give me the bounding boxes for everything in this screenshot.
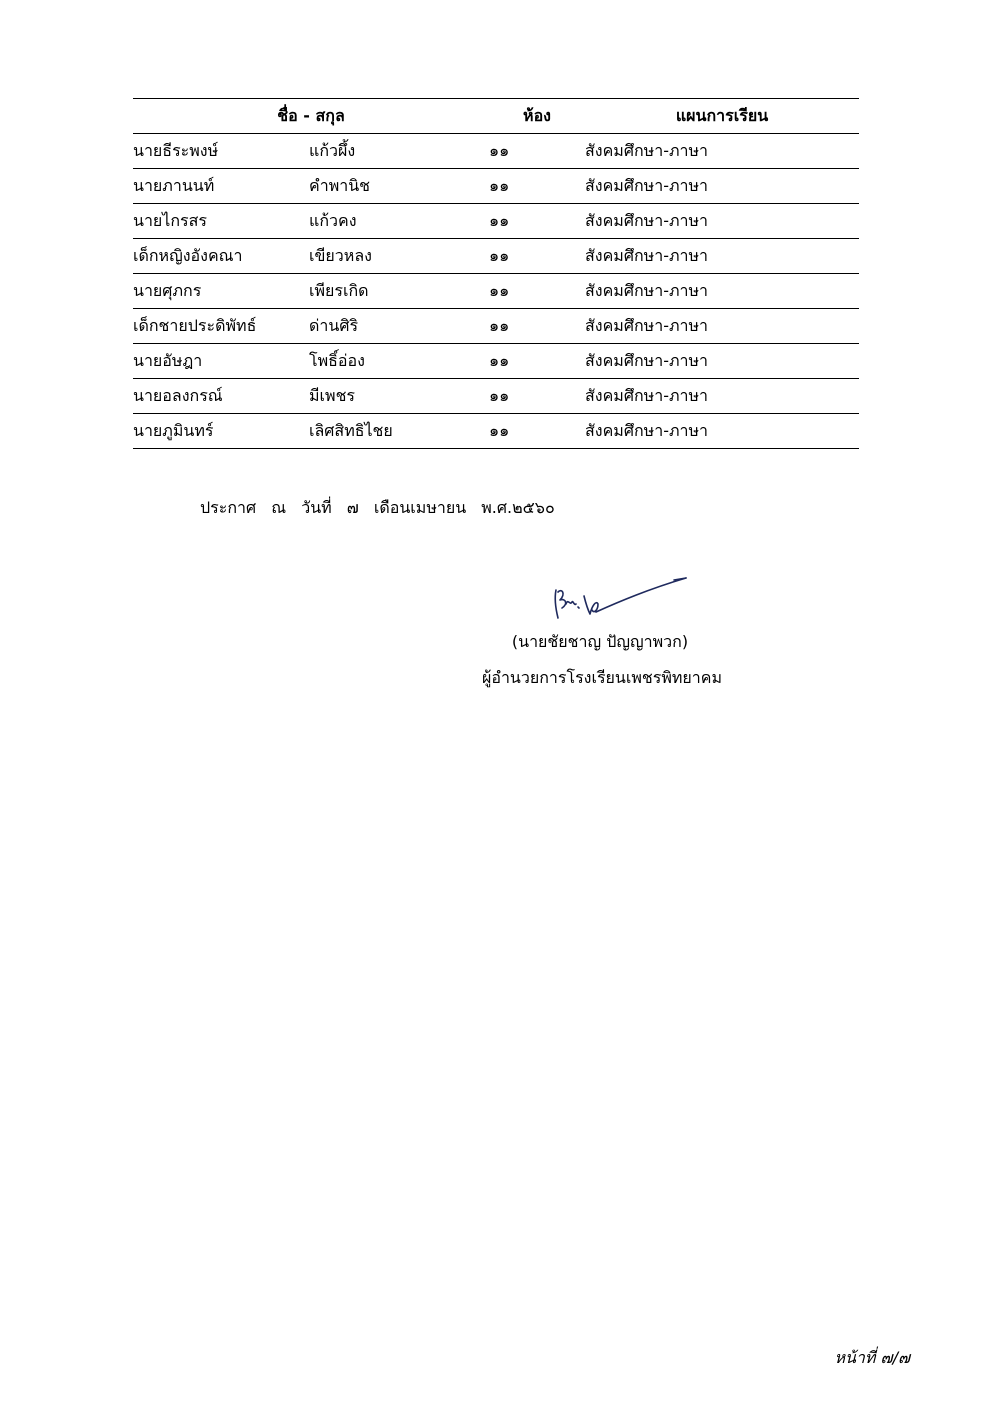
signatory-position: ผู้อำนวยการโรงเรียนเพชรพิทยาคม xyxy=(481,668,723,687)
header-room: ห้อง xyxy=(489,99,585,134)
plan-cell: สังคมศึกษา-ภาษา xyxy=(585,379,859,414)
last-name-cell: ด่านศิริ xyxy=(309,309,489,344)
table-row xyxy=(133,414,859,449)
first-name-cell: นายภานนท์ xyxy=(133,169,309,204)
plan-cell: สังคมศึกษา-ภาษา xyxy=(585,204,859,239)
first-name-cell: นายธีระพงษ์ xyxy=(133,134,309,169)
table-row xyxy=(133,169,859,204)
first-name-cell: นายภูมินทร์ xyxy=(133,414,309,449)
announcement-label: ประกาศ xyxy=(200,498,257,517)
announcement-day: ๗ xyxy=(346,498,359,517)
table-row xyxy=(133,239,859,274)
room-cell: ๑๑ xyxy=(489,169,585,204)
plan-cell: สังคมศึกษา-ภาษา xyxy=(585,344,859,379)
first-name-cell: เด็กหญิงอังคณา xyxy=(133,239,309,274)
last-name-cell: แก้วผึ้ง xyxy=(309,134,489,169)
last-name-cell: มีเพชร xyxy=(309,379,489,414)
header-plan: แผนการเรียน xyxy=(585,99,859,134)
plan-cell: สังคมศึกษา-ภาษา xyxy=(585,414,859,449)
room-cell: ๑๑ xyxy=(489,309,585,344)
signatory-name: (นายชัยชาญ ปัญญาพวก) xyxy=(511,632,689,651)
last-name-cell: โพธิ์อ่อง xyxy=(309,344,489,379)
plan-cell: สังคมศึกษา-ภาษา xyxy=(585,239,859,274)
announcement-month: เดือนเมษายน xyxy=(373,498,467,517)
room-cell: ๑๑ xyxy=(489,134,585,169)
table-row xyxy=(133,204,859,239)
plan-cell: สังคมศึกษา-ภาษา xyxy=(585,309,859,344)
handwritten-signature xyxy=(548,574,692,622)
last-name-cell: เลิศสิทธิไชย xyxy=(309,414,489,449)
plan-cell: สังคมศึกษา-ภาษา xyxy=(585,274,859,309)
header-name: ชื่อ - สกุล xyxy=(133,99,489,134)
room-cell: ๑๑ xyxy=(489,274,585,309)
first-name-cell: นายอลงกรณ์ xyxy=(133,379,309,414)
announcement-at: ณ xyxy=(271,498,287,517)
student-table xyxy=(133,98,859,449)
first-name-cell: นายอัษฎา xyxy=(133,344,309,379)
table-row xyxy=(133,309,859,344)
room-cell: ๑๑ xyxy=(489,204,585,239)
announcement-date-line xyxy=(200,496,561,521)
room-cell: ๑๑ xyxy=(489,344,585,379)
first-name-cell: นายไกรสร xyxy=(133,204,309,239)
table-row xyxy=(133,274,859,309)
announcement-year: พ.ศ.๒๕๖๐ xyxy=(481,498,555,517)
last-name-cell: แก้วคง xyxy=(309,204,489,239)
table-row xyxy=(133,344,859,379)
last-name-cell: เขียวหลง xyxy=(309,239,489,274)
table-header-row xyxy=(133,99,859,134)
table-row xyxy=(133,379,859,414)
plan-cell: สังคมศึกษา-ภาษา xyxy=(585,169,859,204)
first-name-cell: เด็กชายประดิพัทธ์ xyxy=(133,309,309,344)
last-name-cell: เพียรเกิด xyxy=(309,274,489,309)
plan-cell: สังคมศึกษา-ภาษา xyxy=(585,134,859,169)
first-name-cell: นายศุภกร xyxy=(133,274,309,309)
table-row xyxy=(133,134,859,169)
last-name-cell: คำพานิช xyxy=(309,169,489,204)
page-number: หน้าที่ ๗/๗ xyxy=(834,1348,910,1367)
room-cell: ๑๑ xyxy=(489,239,585,274)
room-cell: ๑๑ xyxy=(489,414,585,449)
room-cell: ๑๑ xyxy=(489,379,585,414)
announcement-day-label: วันที่ xyxy=(301,498,332,517)
